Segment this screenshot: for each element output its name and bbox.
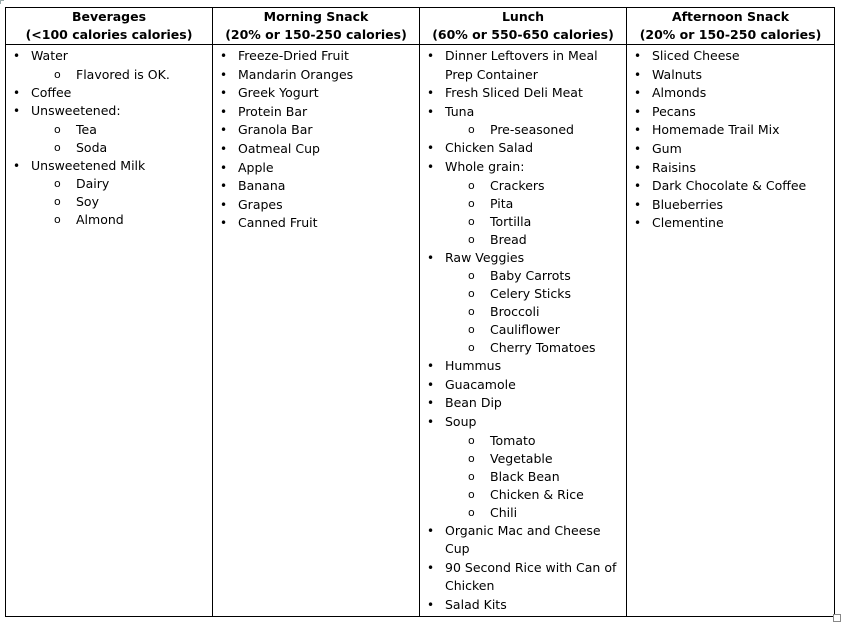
bullet-icon: • [634,141,642,156]
sub-list-item [445,177,626,195]
list-item [627,84,834,103]
column-header-morning-snack [213,8,420,45]
list-item [420,249,626,358]
bullet-icon: • [634,104,642,119]
item-label: Guacamole [445,376,516,392]
item-label: Hummus [445,358,502,374]
list-item [6,102,212,157]
sub-item-label: Dairy [76,176,110,192]
item-label: Granola Bar [238,122,313,138]
bullet-icon: • [634,160,642,175]
bullet-icon: • [220,104,228,119]
hollow-bullet-icon: o [468,269,475,283]
sub-item-label: Tea [76,121,97,137]
list-item [627,121,834,140]
bullet-icon: • [220,141,228,156]
hollow-bullet-icon: o [468,433,475,447]
list-item [213,140,419,159]
list-item [420,596,626,615]
list-item [6,157,212,230]
sub-item-label: Crackers [490,177,545,193]
sub-list-item [445,213,626,231]
sub-item-label: Pita [490,195,514,211]
bullet-icon: • [220,67,228,82]
sub-item-list [445,432,626,522]
list-item [213,159,419,178]
list-item [420,413,626,522]
item-label: Homemade Trail Mix [652,122,780,138]
item-label: 90 Second Rice with Can of Chicken [445,559,617,594]
list-item [6,84,212,103]
sub-list-item [445,468,626,486]
sub-list-item [31,121,212,139]
item-label: Oatmeal Cup [238,140,320,156]
column-cell-morning-snack [213,45,420,617]
hollow-bullet-icon: o [468,341,475,355]
bullet-icon: • [634,216,642,231]
item-label: Apple [238,159,274,175]
list-item [627,66,834,85]
hollow-bullet-icon: o [468,196,475,210]
item-label: Walnuts [652,66,702,82]
item-label: Blueberries [652,196,724,212]
item-label: Organic Mac and Cheese Cup [445,522,601,557]
item-list [420,45,626,615]
sub-item-label: Almond [76,212,124,228]
hollow-bullet-icon: o [468,451,475,465]
column-cell-afternoon-snack [627,45,835,617]
sub-item-list [445,121,626,139]
sub-item-list [445,177,626,249]
bullet-icon: • [634,49,642,63]
column-title: Morning Snack [263,9,369,24]
sub-item-label: Tortilla [490,213,532,229]
item-label: Fresh Sliced Deli Meat [445,85,583,101]
hollow-bullet-icon: o [54,122,61,136]
bullet-icon: • [220,86,228,101]
list-item [6,47,212,84]
list-item [213,47,419,66]
hollow-bullet-icon: o [468,487,475,501]
column-cell-beverages [6,45,213,617]
bullet-icon: • [427,141,435,156]
hollow-bullet-icon: o [468,214,475,228]
sub-item-label: Celery Sticks [490,286,572,302]
column-cell-lunch [420,45,627,617]
item-list [213,45,419,233]
bullet-icon: • [427,159,435,174]
sub-item-label: Tomato [490,432,536,448]
item-label: Raisins [652,159,696,175]
table-resize-handle[interactable] [833,614,841,622]
item-label: Unsweetened: [31,103,121,119]
sub-list-item [445,285,626,303]
hollow-bullet-icon: o [54,177,61,191]
sub-item-label: Bread [490,231,527,247]
item-label: Chicken Salad [445,140,534,156]
item-label: Pecans [652,103,696,119]
list-item [627,47,834,66]
sub-list-item [445,432,626,450]
bullet-icon: • [220,123,228,138]
list-item [213,84,419,103]
item-label: Freeze-Dried Fruit [238,48,349,63]
hollow-bullet-icon: o [468,287,475,301]
column-subtitle: (<100 calories calories) [25,27,193,42]
bullet-icon: • [13,104,21,119]
list-item [420,139,626,158]
list-item [420,158,626,249]
sub-item-label: Soda [76,139,108,155]
bullet-icon: • [427,597,435,612]
item-label: Coffee [31,84,72,100]
item-label: Soup [445,413,477,429]
hollow-bullet-icon: o [468,323,475,337]
sub-list-item [31,211,212,229]
column-subtitle: (60% or 550-650 calories) [432,27,614,42]
sub-list-item [445,121,626,139]
sub-list-item [31,139,212,157]
sub-item-label: Cherry Tomatoes [490,340,596,356]
sub-list-item [445,231,626,249]
sub-item-list [31,121,212,157]
bullet-icon: • [634,86,642,101]
bullet-icon: • [634,197,642,212]
sub-list-item [445,321,626,339]
bullet-icon: • [220,160,228,175]
list-item [420,394,626,413]
column-title: Afternoon Snack [671,9,790,24]
sub-item-label: Black Bean [490,468,560,484]
sub-item-label: Chili [490,504,518,520]
item-label: Raw Veggies [445,249,525,265]
sub-item-label: Soy [76,194,99,210]
item-label: Water [31,48,68,63]
list-item [213,214,419,233]
sub-list-item [31,66,212,84]
bullet-icon: • [427,250,435,265]
list-item [627,177,834,196]
hollow-bullet-icon: o [468,123,475,137]
sub-item-label: Vegetable [490,450,553,466]
sub-list-item [445,504,626,522]
sub-item-label: Pre-seasoned [490,122,574,138]
bullet-icon: • [427,396,435,411]
list-item [213,177,419,196]
bullet-icon: • [13,158,21,173]
item-label: Dark Chocolate & Coffee [652,178,807,194]
sub-list-item [445,450,626,468]
item-label: Almonds [652,85,707,101]
item-label: Protein Bar [238,103,308,119]
hollow-bullet-icon: o [468,305,475,319]
column-header-afternoon-snack [627,8,835,45]
sub-list-item [445,303,626,321]
bullet-icon: • [427,560,435,575]
list-item [213,121,419,140]
item-label: Dinner Leftovers in Meal Prep Container [445,48,598,82]
list-item [420,357,626,376]
item-label: Clementine [652,215,724,231]
sub-item-label: Chicken & Rice [490,486,584,502]
list-item [213,66,419,85]
item-label: Gum [652,140,682,156]
sub-item-label: Cauliflower [490,322,560,338]
sub-item-label: Baby Carrots [490,268,571,284]
column-subtitle: (20% or 150-250 calories) [225,27,407,42]
bullet-icon: • [220,197,228,212]
bullet-icon: • [634,179,642,194]
list-item [627,140,834,159]
list-item [213,196,419,215]
hollow-bullet-icon: o [468,232,475,246]
hollow-bullet-icon: o [468,469,475,483]
sub-item-label: Broccoli [490,304,540,320]
header-row [6,8,835,45]
list-item [420,103,626,140]
bullet-icon: • [634,67,642,82]
sub-list-item [31,175,212,193]
column-title: Lunch [501,9,545,24]
list-item [420,376,626,395]
item-label: Banana [238,178,286,194]
item-label: Bean Dip [445,395,502,411]
column-subtitle: (20% or 150-250 calories) [639,27,822,42]
bullet-icon: • [427,377,435,392]
meal-plan-table [5,7,835,617]
list-item [627,214,834,233]
sub-list-item [445,267,626,285]
item-label: Sliced Cheese [652,48,740,63]
sub-list-item [445,339,626,357]
column-title: Beverages [71,9,147,24]
list-item [420,84,626,103]
bullet-icon: • [634,123,642,138]
content-row [6,45,835,617]
hollow-bullet-icon: o [468,178,475,192]
bullet-icon: • [427,414,435,429]
item-label: Salad Kits [445,596,507,612]
bullet-icon: • [427,86,435,101]
bullet-icon: • [427,359,435,374]
list-item [627,196,834,215]
list-item [627,103,834,122]
item-label: Tuna [445,103,475,119]
item-list [6,45,212,229]
sub-item-list [445,267,626,357]
bullet-icon: • [427,49,435,63]
item-list [627,45,834,233]
column-header-lunch [420,8,627,45]
bullet-icon: • [427,523,435,538]
sub-list-item [445,486,626,504]
list-item [213,103,419,122]
hollow-bullet-icon: o [54,67,61,81]
bullet-icon: • [220,216,228,231]
sub-list-item [31,193,212,211]
list-item [420,559,626,596]
column-header-beverages [6,8,213,45]
hollow-bullet-icon: o [54,195,61,209]
hollow-bullet-icon: o [468,505,475,519]
hollow-bullet-icon: o [54,213,61,227]
bullet-icon: • [13,85,21,100]
hollow-bullet-icon: o [54,140,61,154]
sub-item-list [31,175,212,229]
bullet-icon: • [13,49,21,63]
list-item [420,47,626,84]
item-label: Greek Yogurt [238,85,319,101]
sub-list-item [445,195,626,213]
table-move-handle[interactable] [0,0,4,4]
list-item [420,522,626,559]
item-label: Grapes [238,196,283,212]
bullet-icon: • [427,104,435,119]
item-label: Whole grain: [445,158,525,174]
bullet-icon: • [220,179,228,194]
sub-item-label: Flavored is OK. [76,66,170,82]
item-label: Canned Fruit [238,215,318,231]
item-label: Unsweetened Milk [31,157,146,173]
list-item [627,159,834,178]
bullet-icon: • [220,49,228,63]
item-label: Mandarin Oranges [238,66,354,82]
sub-item-list [31,66,212,84]
